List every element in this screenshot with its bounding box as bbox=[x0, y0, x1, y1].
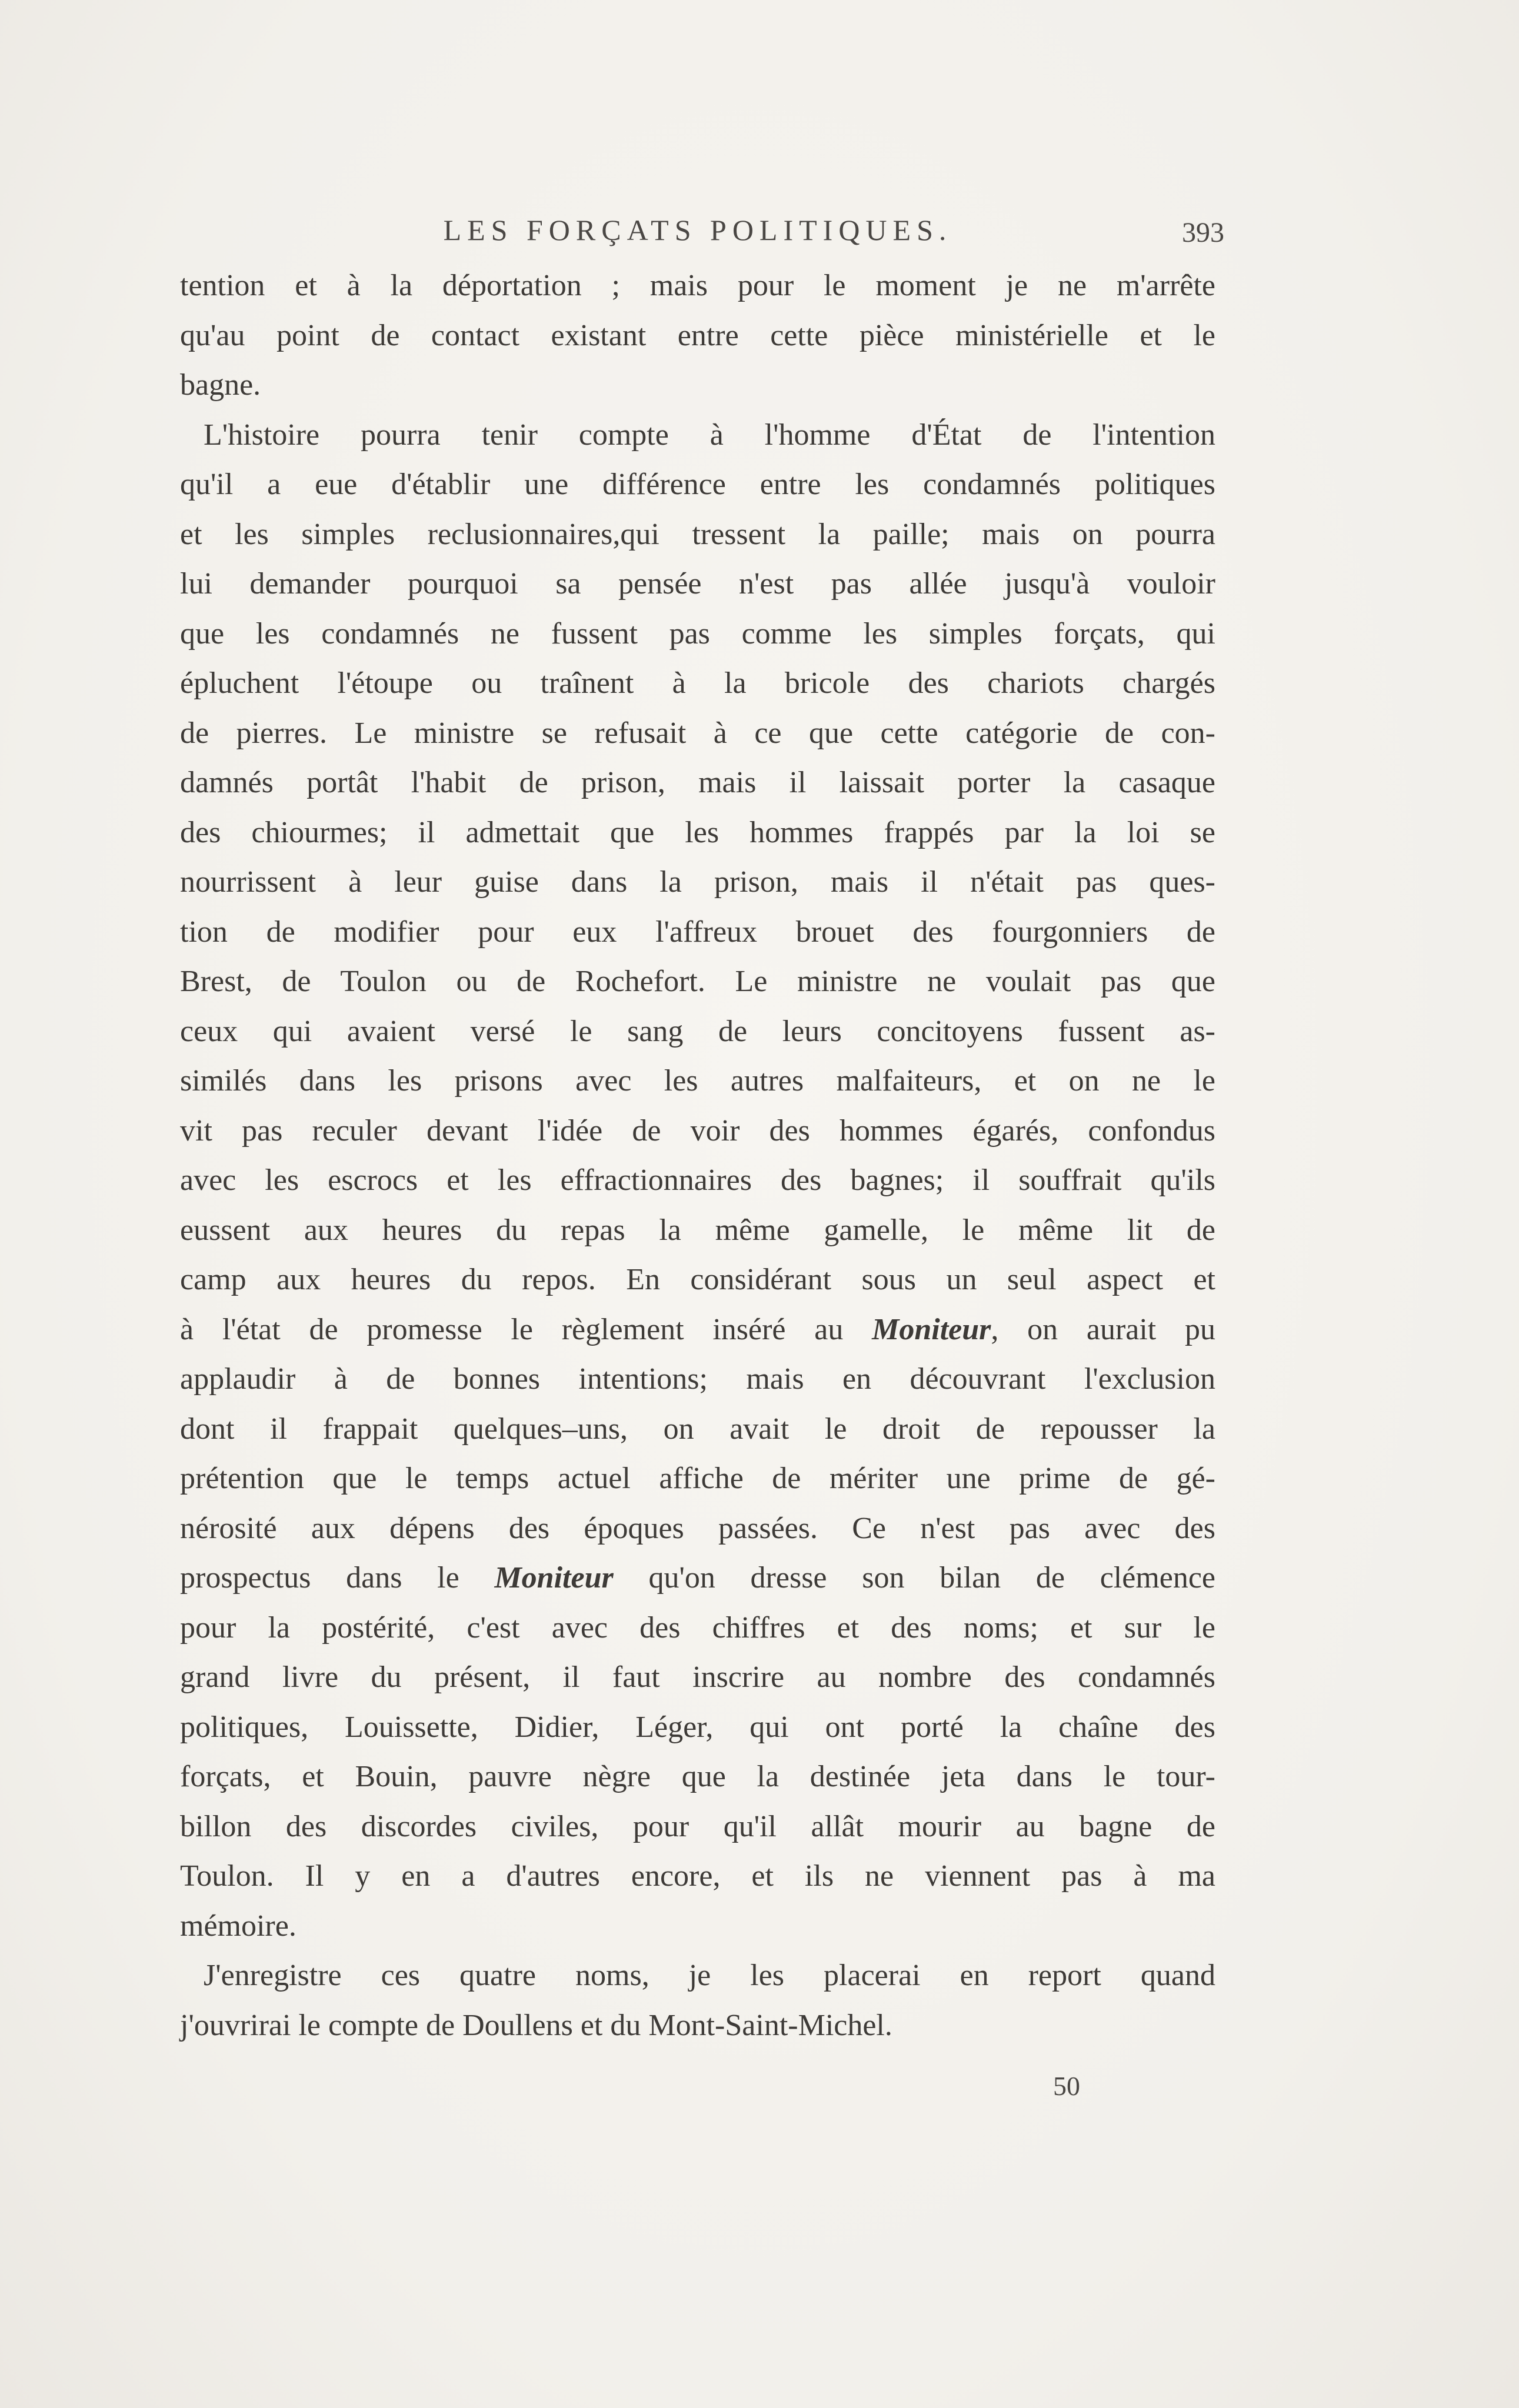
text-line: de pierres. Le ministre se refusait à ce que cette catégorie de con- bbox=[180, 716, 1215, 750]
text-segment: , on aurait pu bbox=[991, 1312, 1216, 1346]
running-title: LES FORÇATS POLITIQUES. bbox=[443, 214, 952, 246]
text-line: Toulon. Il y en a d'autres encore, et ils ne viennent pas à ma bbox=[180, 1859, 1215, 1893]
text-segment: prospectus dans le bbox=[180, 1561, 495, 1595]
text-line-with-italic bbox=[180, 1553, 1215, 1603]
text-line: L'histoire pourra tenir compte à l'homme d'État de l'intention bbox=[204, 418, 1215, 452]
text-line: similés dans les prisons avec les autres malfaiteurs, et on ne le bbox=[180, 1064, 1215, 1098]
text-line: billon des discordes civiles, pour qu'il allât mourir au bagne de bbox=[180, 1809, 1215, 1843]
text-line: pour la postérité, c'est avec des chiffres et des noms; et sur le bbox=[180, 1610, 1215, 1645]
text-line: ceux qui avaient versé le sang de leurs concitoyens fussent as- bbox=[180, 1014, 1215, 1048]
text-line: tention et à la déportation ; mais pour le moment je ne m'arrête bbox=[180, 269, 1215, 302]
page-header bbox=[180, 213, 1224, 254]
text-line: J'enregistre ces quatre noms, je les placerai en report quand bbox=[204, 1959, 1215, 1992]
text-line: lui demander pourquoi sa pensée n'est pas allée jusqu'à vouloir bbox=[180, 567, 1215, 601]
text-line: des chiourmes; il admettait que les hommes frappés par la loi se bbox=[180, 815, 1215, 849]
signature-mark: 50 bbox=[1053, 2071, 1080, 2101]
text-line: grand livre du présent, il faut inscrire au nombre des condamnés bbox=[180, 1660, 1215, 1694]
text-line: politiques, Louissette, Didier, Léger, qui ont porté la chaîne des bbox=[180, 1710, 1215, 1744]
text-line: qu'il a eue d'établir une différence entre les condamnés politiques bbox=[180, 468, 1215, 501]
text-line: prétention que le temps actuel affiche de mériter une prime de gé- bbox=[180, 1462, 1215, 1495]
text-line: damnés portât l'habit de prison, mais il laissait porter la casaque bbox=[180, 766, 1215, 799]
text-line: dont il frappait quelques–uns, on avait le droit de repousser la bbox=[180, 1412, 1215, 1446]
text-line: mémoire. bbox=[180, 1909, 297, 1943]
page-number: 393 bbox=[1182, 217, 1224, 248]
text-line: épluchent l'étoupe ou traînent à la bricole des chariots chargés bbox=[180, 666, 1215, 700]
text-line: nourrissent à leur guise dans la prison, mais il n'était pas ques- bbox=[180, 865, 1215, 899]
text-line-with-italic bbox=[180, 1305, 1215, 1355]
italic-moniteur: Moniteur bbox=[872, 1312, 991, 1346]
text-line: qu'au point de contact existant entre cette pièce ministérielle et le bbox=[180, 318, 1215, 352]
text-segment: à l'état de promesse le règlement inséré au bbox=[180, 1312, 872, 1346]
text-line: avec les escrocs et les effractionnaires des bagnes; il souffrait qu'ils bbox=[180, 1163, 1215, 1197]
text-line: Brest, de Toulon ou de Rochefort. Le ministre ne voulait pas que bbox=[180, 965, 1215, 998]
text-line: et les simples reclusionnaires,qui tressent la paille; mais on pourra bbox=[180, 517, 1215, 551]
text-line: applaudir à de bonnes intentions; mais en découvrant l'exclusion bbox=[180, 1362, 1215, 1396]
text-line: vit pas reculer devant l'idée de voir des hommes égarés, confondus bbox=[180, 1113, 1215, 1148]
italic-moniteur: Moniteur bbox=[494, 1561, 614, 1595]
text-line: forçats, et Bouin, pauvre nègre que la destinée jeta dans le tour- bbox=[180, 1760, 1215, 1793]
text-line: bagne. bbox=[180, 368, 261, 402]
text-line: tion de modifier pour eux l'affreux brouet des fourgonniers de bbox=[180, 915, 1215, 949]
text-line: j'ouvrirai le compte de Doullens et du Mont-Saint-Michel. bbox=[180, 2008, 892, 2042]
text-segment: qu'on dresse son bilan de clémence bbox=[613, 1561, 1216, 1595]
text-line: eussent aux heures du repas la même gamelle, le même lit de bbox=[180, 1213, 1215, 1247]
text-line: que les condamnés ne fussent pas comme les simples forçats, qui bbox=[180, 616, 1215, 651]
body-text bbox=[180, 261, 1215, 2050]
text-line: camp aux heures du repos. En considérant sous un seul aspect et bbox=[180, 1263, 1215, 1296]
text-line: nérosité aux dépens des époques passées. Ce n'est pas avec des bbox=[180, 1511, 1215, 1545]
